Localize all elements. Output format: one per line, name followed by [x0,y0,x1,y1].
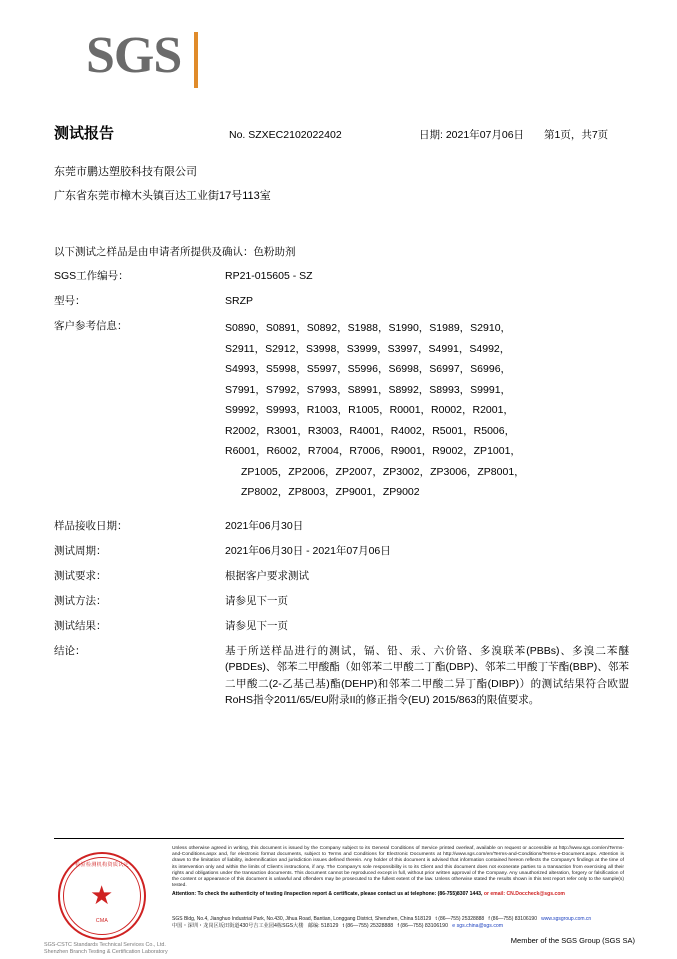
footer-divider [54,838,624,839]
footer-tel: t (86—755) 25328888 [435,916,485,922]
sample-intro: 以下测试之样品是由申请者所提供及确认：色粉助剂 [54,246,296,258]
logo-accent-bar [194,32,198,88]
stamp-arc-bottom-text: CMA [95,918,109,924]
footer-disclaimer: Unless otherwise agreed in writing, this document is issued by the Company subject to its General Conditions of Service printed overleaf, available on request or accessible at http://www.sgs.com/en/Terms-and-Conditions.aspx and, for electronic format documents, subject to Terms and Conditions for Electronic Documents at http://www.sgs.com/en/Terms-and-Conditions/Terms-e-Document.aspx. Attention is drawn to the limitation of liability, indemnification and jurisdiction issues defined therein. Any holder of this document is advised that information contained hereon reflects the Company's findings at the time of its intervention only and within the limits of Client's instructions, if any. The Company's sole responsibility is to its Client and this document does not exonerate parties to a transaction from exercising all their rights and obligations under the transaction documents. This document cannot be reproduced except in full, without prior written approval of the Company. Any unauthorized alteration, forgery or falsification of the content or appearance of this document is unlawful and offenders may be prosecuted to the fullest extent of the law. Unless otherwise stated the results shown in this test report refer only to the sample(s) tested. [172,846,624,889]
report-title-row [54,122,624,143]
field-label: 测试周期： [54,544,107,557]
page-title: 测试报告 [54,125,115,142]
client-block [54,160,271,208]
stamp-arc-top-text: 检验检测机构资质认定 [75,862,129,868]
footer-attention [172,891,624,898]
list-item: R2002，R3001，R3003，R4001，R4002，R5001，R5006， [225,424,516,437]
field-row [54,593,629,609]
customer-reference-row [54,318,629,503]
field-label: 客户参考信息： [54,320,128,332]
field-label: 结论： [54,644,86,657]
stamp-caption-line-1: SGS-CSTC Standards Technical Services Co., Ltd. [44,942,166,948]
field-value: 请参见下一页 [225,594,288,607]
list-item: ZP8002，ZP8003，ZP9001，ZP9002 [241,486,420,498]
list-item: ZP1005，ZP2006，ZP2007，ZP3002，ZP3006，ZP8001， [241,465,525,478]
field-row [54,618,629,634]
report-date: 日期: 2021年07月06日 [419,129,525,141]
list-item: S0890，S0891，S0892，S1988，S1990，S1989，S2910， [225,322,512,334]
field-label: 测试要求： [54,569,107,582]
footer-address-cn-row [172,923,624,930]
footer-attention-text: Attention: To check the authenticity of testing /inspection report & certificate, please contact us at telephone: (86-755)8307 1443, [172,891,483,898]
field-row [54,268,629,284]
field-label: 测试结果： [54,619,107,632]
conclusion-row [54,643,629,709]
field-label: SGS工作编号： [54,270,129,282]
footer-tel-cn: t (86—755) 25328888 [342,923,394,930]
footer-email-cn[interactable]: e sgs.china@sgs.com [452,923,504,930]
footer-fax-cn: f (86—755) 83106190 [397,923,448,930]
field-label: 样品接收日期： [54,519,128,532]
footer-fax: f (86—755) 83106190 [488,916,537,922]
field-value: 根据客户要求测试 [225,569,309,582]
field-value: 2021年06月30日 [225,519,304,532]
list-item: S4993，S5998，S5997，S5996，S6998，S6997，S6996， [225,363,512,375]
field-row [54,518,629,534]
field-row [54,543,629,559]
field-label: 型号： [54,295,86,307]
field-row [54,293,629,309]
field-value: 2021年06月30日 - 2021年07月06日 [225,544,391,557]
sgs-logo-text: SGS [86,27,182,84]
customer-reference-list [225,318,629,503]
list-item: R6001，R6002，R7004，R7006，R9001，R9002，ZP1001， [225,445,521,457]
footer-address-cn: 中国・深圳・龙岗区坂田街道430号吉工业园4栋SGS大楼 [172,923,304,930]
sgs-logo [86,27,196,90]
list-item: S9992，S9993，R1003，R1005，R0001，R0002，R2001， [225,404,514,416]
star-icon: ★ [90,880,114,910]
footer-zip: 邮编: 518129 [307,923,339,930]
field-value: SRZP [225,295,254,307]
page-indicator: 第1页，共7页 [544,129,609,141]
client-name: 东莞市鹏达塑胶科技有限公司 [54,166,197,178]
footer-disclaimer-block [172,846,624,898]
stamp-caption-line-2: Shenzhen Branch Testing & Certification Laboratory [44,949,168,955]
footer-address-block [172,916,624,931]
list-item: S2911，S2912，S3998，S3999，S3997，S4991，S4992， [225,342,511,355]
field-row [54,568,629,584]
accreditation-stamp [44,850,172,955]
field-table [54,268,629,718]
footer-member-note: Member of the SGS Group (SGS SA) [510,936,635,945]
footer-address-en: SGS Bldg, No.4, Jianghuo Industrial Park, No.430, Jihua Road, Bantian, Longgang District, Shenzhen, China 518129 [172,916,432,922]
field-value: 请参见下一页 [225,619,288,632]
list-item: S7991，S7992，S7993，S8991，S8992，S8993，S9991， [225,383,512,396]
client-address: 广东省东莞市樟木头镇百达工业街17号113室 [54,190,271,202]
field-value: RP21-015605 - SZ [225,270,313,282]
footer-attention-email[interactable]: or email: CN.Doccheck@sgs.com [483,891,565,898]
footer-website[interactable]: www.sgsgroup.com.cn [541,916,592,922]
report-number: No. SZXEC2102022402 [229,129,342,141]
field-label: 测试方法： [54,594,107,607]
conclusion-text: 基于所送样品进行的测试，镉、铅、汞、六价铬、多溴联苯(PBBs)、多溴二苯醚(PBDEs)、邻苯二甲酸酯（如邻苯二甲酸二丁酯(DBP)、邻苯二甲酸丁苄酯(BBP)、邻苯二甲酸二(2-乙基己基)酯(DEHP)和邻苯二甲酸二异丁酯(DIBP)）的测试结果符合欧盟RoHS指令2011/65/EU附录II的修正指令(EU) 2015/863的限值要求。 [225,644,629,706]
